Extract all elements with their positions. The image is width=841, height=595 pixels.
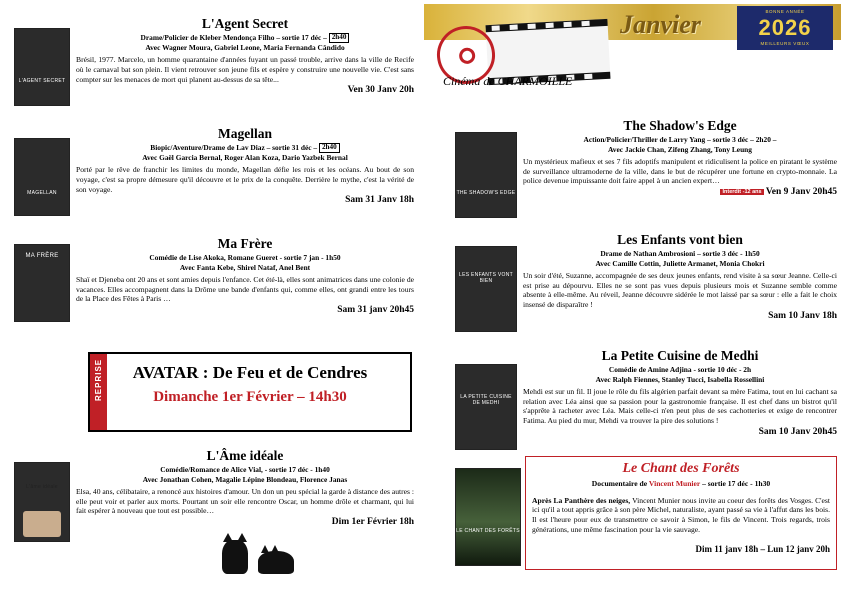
film-title: L'Âme idéale bbox=[206, 448, 284, 463]
poster-ma-frere bbox=[14, 244, 70, 322]
film-meta: Biopic/Aventure/Drame de Lav Diaz – sortie 31 déc – 2h40 bbox=[76, 143, 414, 153]
film-meta: Action/Policier/Thriller de Larry Yang – sortie 3 déc – 2h20 – bbox=[583, 135, 777, 144]
chant-des-forets-box bbox=[525, 456, 837, 570]
film-cast: Avec Fanta Kebe, Shirel Nataf, Anel Bent bbox=[179, 262, 311, 272]
film-title: La Petite Cuisine de Medhi bbox=[601, 348, 759, 363]
poster-title: MA FRÈRE bbox=[25, 253, 59, 259]
duration-badge: 2h40 bbox=[329, 33, 350, 43]
cat-silhouette-icon bbox=[222, 540, 248, 574]
film-cast: Avec Camille Cottin, Juliette Armanet, Monia Chokri bbox=[595, 258, 765, 268]
film-block-ame-ideale bbox=[14, 448, 414, 558]
reprise-ribbon bbox=[90, 354, 107, 430]
film-synopsis: Après La Panthère des neiges, Vincent Munier nous invite au coeur des forêts des Vosges. C'est ici qu'il a tout appris grâce à son père Michel, naturaliste, ayant passé sa vie à l'affut dans les bois. Il est l'heure pour eux de transmettre ce savoir à Simon, le fils de Vincent. Trois regards, trois générations, une même fascination pour la vie sauvage. bbox=[532, 495, 830, 535]
year-bottom-text: MEILLEURS VŒUX bbox=[760, 41, 810, 46]
avatar-showtime: Dimanche 1er Février – 14h30 bbox=[153, 389, 347, 405]
film-block-enfants-vont-bien bbox=[455, 232, 837, 340]
film-meta: Comédie de Lise Akoka, Romane Gueret - sortie 7 jan - 1h50 bbox=[149, 253, 341, 262]
film-showtime: Sam 10 Janv 20h45 bbox=[758, 426, 837, 437]
poster-petite-cuisine bbox=[455, 364, 517, 450]
film-showtime: Sam 31 janv 20h45 bbox=[337, 305, 414, 316]
film-showtime: Sam 10 Janv 18h bbox=[768, 310, 837, 321]
film-block-agent-secret bbox=[14, 16, 414, 121]
film-synopsis: Un soir d'été, Suzanne, accompagnée de ses deux jeunes enfants, rend visite à sa sœur Jeanne. Celle-ci est prise au dépourvu. Elles ne se sont pas vues depuis plusieurs mois et Suzanne semble comme absente à elle-même. Au réveil, Jeanne découvre sidérée le mot laissé par sa sœur : elle a fait le choix insensé de disparaître ! bbox=[523, 270, 837, 310]
year-badge bbox=[737, 6, 833, 50]
film-synopsis: Shaï et Djeneba ont 20 ans et sont amies depuis l'enfance. Cet été-là, elles sont animatrices dans une colonie de vacances. Elles accompagnent dans la Drôme une bande d'enfants qui, comme elles, ont grandi entre les tours de la Place des Fêtes à Paris … bbox=[76, 274, 414, 304]
poster-chant-des-forets bbox=[455, 468, 521, 566]
film-cast: Avec Jackie Chan, Zifeng Zhang, Tony Leung bbox=[607, 144, 752, 154]
film-showtime: Ven 30 Janv 20h bbox=[347, 85, 414, 96]
director-name: Vincent Munier bbox=[648, 479, 701, 488]
avatar-title: AVATAR : De Feu et de Cendres bbox=[132, 363, 368, 382]
film-title: Le Chant des Forêts bbox=[622, 461, 740, 476]
film-cast: Avec Ralph Fiennes, Stanley Tucci, Isabella Rossellini bbox=[595, 374, 765, 384]
showtime-text: Ven 9 Janv 20h45 bbox=[765, 187, 837, 198]
poster-title: MAGELLAN bbox=[27, 190, 57, 196]
film-synopsis: Porté par le rêve de franchir les limites du monde, Magellan défie les rois et les océans. Au bout de son voyage, c'est sa propre démesure qu'il découvre et le prix de la conquête. Derrière le mythe, c'est la vérité de son voyage. bbox=[76, 165, 414, 194]
film-meta: Drame/Policier de Kleber Mendonça Filho – sortie 17 déc – 2h40 bbox=[76, 33, 414, 43]
synopsis-lead: Après La Panthère des neiges, bbox=[532, 495, 631, 505]
film-showtime: Dim 1er Février 18h bbox=[331, 517, 414, 528]
month-title: Janvier bbox=[620, 10, 701, 39]
age-restriction-badge: Interdit -12 ans bbox=[722, 188, 762, 195]
cat-silhouette-icon bbox=[258, 551, 294, 574]
poster-enfants-vont-bien bbox=[455, 246, 517, 332]
film-synopsis: Elsa, 40 ans, célibataire, a renoncé aux histoires d'amour. Un don un peu spécial la garde à distance des autres : elle peut voir et parler aux morts. Pourtant un soir elle rencontre Oscar, un homme drôle et charmant, qui lui fait espérer à nouveau que tout est possible… bbox=[76, 486, 414, 516]
poster-title: L'âme idéale bbox=[26, 484, 58, 490]
film-synopsis: Mehdi est sur un fil. Il joue le rôle du fils algérien parfait devant sa mère Fatima, tout en lui cachant sa relation avec Léa ainsi que sa passion pour la gastronomie française. Il est chef dans un bistrot qu'il s'apprête à racheter avec Léa. Mais celle-ci n'en peut plus de ses cachotteries et exige de rencontrer Fatima. Au pied du mur, Mehdi va trouver la pire des solutions ! bbox=[523, 386, 837, 426]
reprise-label: REPRISE bbox=[94, 358, 103, 401]
film-meta: Drame de Nathan Ambrosioni – sortie 3 déc - 1h50 bbox=[600, 249, 760, 258]
avatar-reprise-box bbox=[88, 352, 412, 432]
film-showtime: Sam 31 Janv 18h bbox=[345, 195, 414, 206]
film-meta: Comédie/Romance de Alice Vial, - sortie 17 déc - 1h40 bbox=[160, 465, 330, 474]
poster-magellan bbox=[14, 138, 70, 216]
poster-title: LE CHANT DES FORÊTS bbox=[456, 528, 520, 534]
duration-badge: 2h40 bbox=[319, 143, 340, 153]
film-synopsis: Un mystérieux mafieux et ses 7 fils adoptifs manipulent et ridiculisent la police en piratant le système de surveillance ultramoderne de la ville, dans le but de récupérer une fortune en crypto-monnaie. La police devenue impuissante doit faire appel à un ancien expert… bbox=[523, 156, 837, 186]
film-block-ma-frere bbox=[14, 236, 414, 344]
film-meta: Comédie de Amine Adjina - sortie 10 déc - 2h bbox=[608, 365, 752, 374]
film-cast: Avec Gaël Garcia Bernal, Roger Alan Koza, Dario Yazbek Bernal bbox=[142, 153, 348, 163]
poster-title: THE SHADOW'S EDGE bbox=[456, 190, 516, 196]
year-number: 2026 bbox=[758, 15, 812, 40]
film-title: L'Agent Secret bbox=[201, 16, 289, 31]
film-block-shadows-edge bbox=[455, 118, 837, 226]
film-synopsis: Brésil, 1977. Marcelo, un homme quarantaine d'années fuyant un passé trouble, arrive dans la ville de Recife où le carnaval bat son plein. Il vient retrouver son jeune fils et espère y construire une nouvelle vie. C'est sans compter sur les menaces de mort qui planent au-dessus de sa tête... bbox=[76, 55, 414, 84]
film-showtime: Dim 11 janv 18h – Lun 12 janv 20h bbox=[695, 543, 830, 554]
film-block-magellan bbox=[14, 126, 414, 231]
poster-title: LES ENFANTS VONT BIEN bbox=[459, 272, 513, 284]
poster-title: LA PETITE CUISINE DE MEDHI bbox=[460, 394, 512, 406]
film-cast: Avec Jonathan Cohen, Magalie Lépine Blondeau, Florence Janas bbox=[142, 474, 348, 484]
film-showtime bbox=[523, 187, 837, 197]
poster-ame-ideale bbox=[14, 462, 70, 542]
year-top-text: BONNE ANNÉE bbox=[765, 9, 805, 14]
film-title: Les Enfants vont bien bbox=[617, 232, 743, 247]
poster-art bbox=[23, 511, 61, 537]
film-cast: Avec Wagner Moura, Gabriel Leone, Maria Fernanda Cândido bbox=[145, 43, 345, 53]
cinema-name: Cinéma de CHARMOILLE bbox=[443, 74, 573, 88]
film-meta: Documentaire de Vincent Munier – sortie 17 déc - 1h30 bbox=[591, 479, 771, 488]
film-title: The Shadow's Edge bbox=[623, 118, 737, 133]
film-title: Ma Frère bbox=[217, 236, 273, 251]
poster-agent-secret bbox=[14, 28, 70, 106]
poster-shadows-edge bbox=[455, 132, 517, 218]
film-block-petite-cuisine bbox=[455, 348, 837, 458]
film-title: Magellan bbox=[218, 126, 272, 141]
poster-title: L'AGENT SECRET bbox=[18, 78, 66, 84]
